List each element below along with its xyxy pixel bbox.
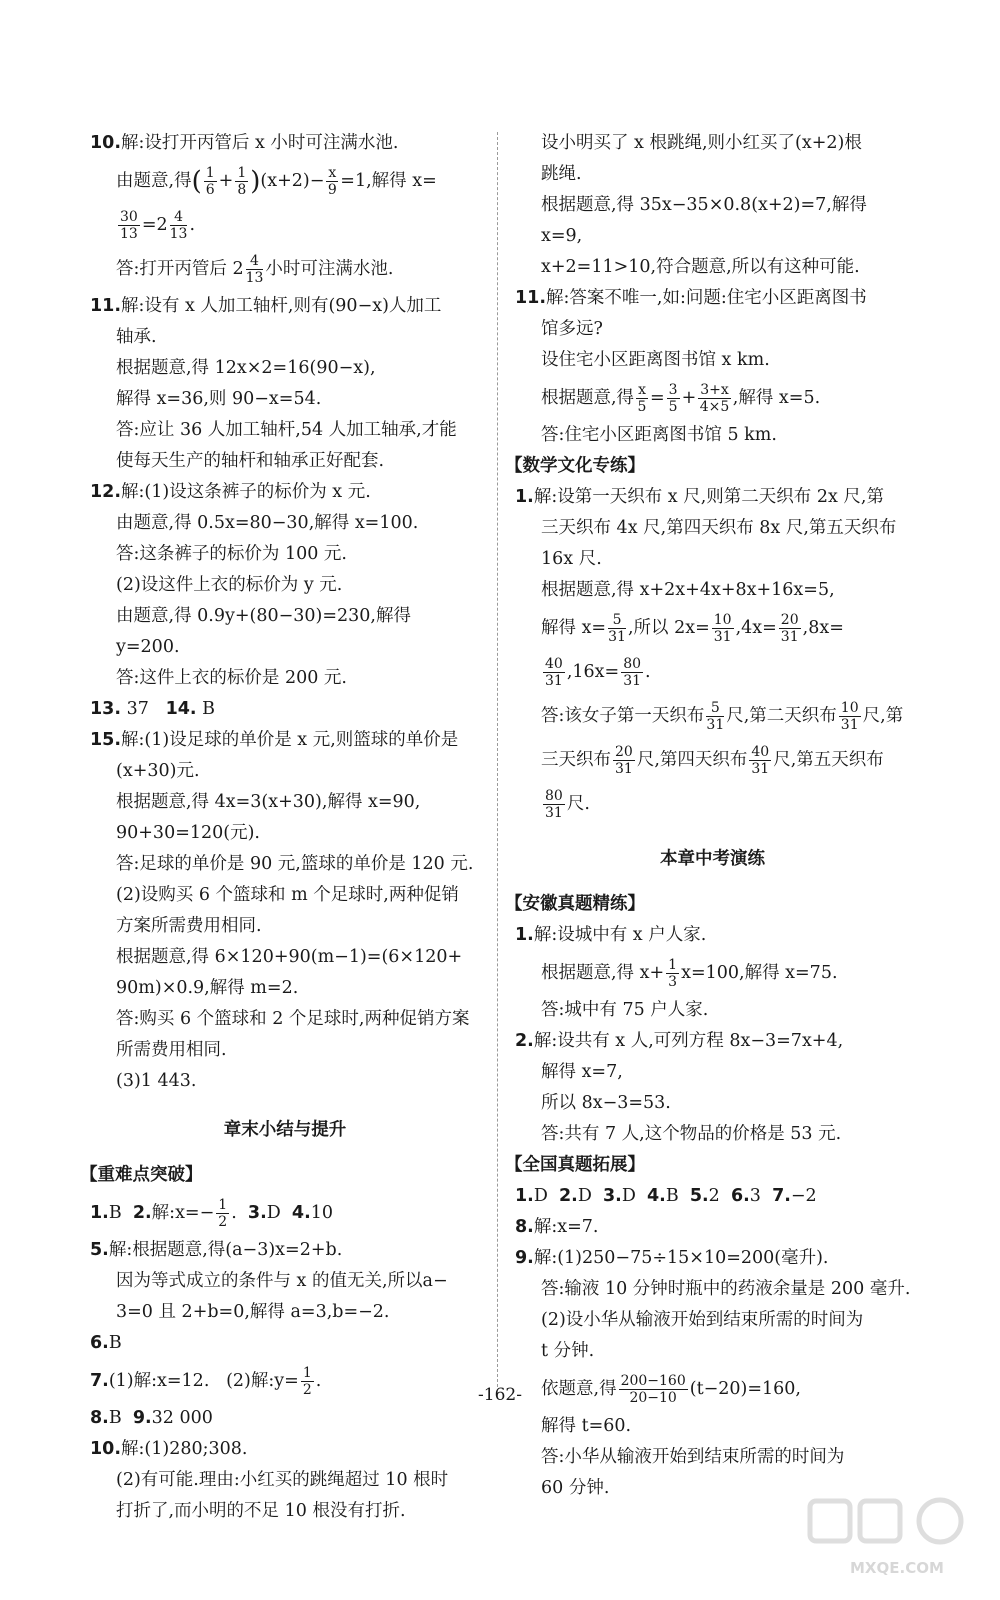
question-11: 11.解:设有 x 人加工轴杆,则有(90−x)人加工 轴承. 根据题意,得 12x×2=16(90−x), 解得 x=36,则 90−x=54. 答:应让 36 人加工轴杆,54 人加工轴承,才能 使每天生产的轴杆和轴承正好配套. (90, 296, 457, 471)
culture-question-1: 1.解:设第一天织布 x 尺,则第二天织布 2x 尺,第 三天织布 4x 尺,第四天织布 8x 尺,第五天织布 16x 尺. 根据题意,得 x+2x+4x+8x+16x=5, 解得 x= $\frac{5}{31}$ ,所以 2x= $\frac{10}{31}$ ,4x= $\frac{20}{31}$ ,8x= $\frac{40}{31}$ ,16x= $\frac{80}{31}$ . 答:该女子第一天织布 $\frac{5}{31}$ 尺,第二天织布 $\frac{10}{31}$ 尺,第 三天织布 $\frac{20}{31}$ 尺,第四天织布 $\frac{40}{31}$ 尺,第五天织布 $\frac{80}{31}$ 尺. (515, 487, 904, 821)
fraction: $\frac{80}{31}$ (545, 788, 563, 821)
fraction: $\frac{200-160}{20-10}$ (620, 1373, 686, 1406)
review-question-11: 11.解:答案不唯一,如:问题:住宅小区距离图书 馆多远? 设住宅小区距离图书馆 x km. 根据题意,得 $\frac{x}{5}$ = $\frac{3}{5}$ + $\frac{3+x}{4\times 5}$ ,解得 x=5. 答:住宅小区距离图书馆 5 km. (515, 288, 867, 445)
fraction: $\frac{1}{8}$ (237, 165, 247, 198)
left-column (80, 128, 480, 1527)
anhui-question-2: 2.解:设共有 x 人,可列方程 8x−3=7x+4, 解得 x=7, 所以 8x−3=53. 答:共有 7 人,这个物品的价格是 53 元. (515, 1031, 844, 1144)
fraction: $\frac{40}{31}$ (545, 656, 563, 689)
section-title-exam: 本章中考演练 (660, 849, 765, 869)
fraction: $\frac{1}{2}$ (218, 1197, 228, 1230)
section-header-difficulty: 【重难点突破】 (80, 1165, 203, 1185)
national-answers-1-7: 1.D 2.D 3.D 4.B 5.2 6.3 7.−2 (515, 1186, 817, 1206)
fraction: $\frac{4}{13}$ (245, 253, 264, 286)
question-10: 10.解:设打开丙管后 x 小时可注满水池. 由题意,得( $\frac{1}{6}$ + $\frac{1}{8}$ )(x+2)− $\frac{x}{9}$ =1,解得 x= $\frac{30}{13}$ =2 $\frac{4}{13}$ . 答:打开丙管后 2 $\frac{4}{13}$ 小时可注满水池. (90, 128, 480, 291)
fraction: $\frac{10}{31}$ (713, 612, 732, 645)
question-13-14: 13. 37 14. B (90, 699, 216, 719)
fraction: $\frac{3+x}{4\times 5}$ (699, 382, 730, 415)
fraction: $\frac{5}{31}$ (706, 700, 725, 733)
question-15: 15.解:(1)设足球的单价是 x 元,则篮球的单价是 (x+30)元. 根据题意,得 4x=3(x+30),解得 x=90, 90+30=120(元). 答:足球的单价是 90 元,篮球的单价是 120 元. (2)设购买 6 个篮球和 m 个足球时,两种促销 方案所需费用相同. 根据题意,得 6×120+90(m−1)=(6×120+ 90m)×0.9,解得 m=2. 答:购买 6 个篮球和 2 个足球时,两种促销方案 所需费用相同. (3)1 443. (90, 730, 474, 1091)
right-column (505, 128, 911, 1504)
review-question-8-9: 8.B 9.32 000 (90, 1408, 213, 1428)
fraction: $\frac{1}{6}$ (205, 165, 215, 198)
fraction: $\frac{40}{31}$ (751, 744, 770, 777)
section-header-anhui: 【安徽真题精练】 (505, 894, 645, 914)
national-question-8: 8.解:x=7. (515, 1217, 599, 1237)
svg-text:MXQE.COM: MXQE.COM (850, 1559, 944, 1577)
fraction: $\frac{1}{3}$ (668, 957, 678, 990)
fraction: $\frac{80}{31}$ (623, 656, 642, 689)
equation-line: 由题意,得( $\frac{1}{6}$ + $\frac{1}{8}$ )(x+2)− $\frac{x}{9}$ =1,解得 x= (116, 165, 437, 198)
fraction: $\frac{5}{31}$ (608, 612, 626, 645)
review-question-7: 7.(1)解:x=12. (2)解:y= $\frac{1}{2}$ . (90, 1365, 322, 1398)
question-12: 12.解:(1)设这条裤子的标价为 x 元. 由题意,得 0.5x=80−30,解得 x=100. 答:这条裤子的标价为 100 元. (2)设这件上衣的标价为 y 元. 由题意,得 0.9y+(80−30)=230,解得 y=200. 答:这件上衣的标价是 200 元. (90, 482, 419, 688)
anhui-question-1: 1.解:设城中有 x 户人家. 根据题意,得 x+ $\frac{1}{3}$ x=100,解得 x=75. 答:城中有 75 户人家. (515, 925, 838, 1020)
fraction: $\frac{4}{13}$ (169, 209, 188, 242)
fraction: $\frac{10}{31}$ (840, 700, 859, 733)
fraction: $\frac{20}{31}$ (780, 612, 799, 645)
section-header-national: 【全国真题拓展】 (505, 1155, 645, 1175)
review-question-6: 6.B (90, 1333, 122, 1353)
column-divider (497, 132, 498, 1387)
section-title-summary: 章末小结与提升 (223, 1120, 347, 1140)
section-header-culture: 【数学文化专练】 (505, 456, 645, 476)
review-question-10-continued: 设小明买了 x 根跳绳,则小红买了(x+2)根 跳绳. 根据题意,得 35x−35×0.8(x+2)=7,解得 x=9, x+2=11>10,符合题意,所以有这种可能. (541, 133, 867, 277)
fraction: $\frac{20}{31}$ (615, 744, 633, 777)
answers-1-4: 1.B 2.解:x=− $\frac{1}{2}$ . 3.D 4.10 (90, 1197, 334, 1230)
page-number: -162- (478, 1385, 522, 1405)
review-question-10: 10.解:(1)280;308. (2)有可能.理由:小红买的跳绳超过 10 根时 打折了,而小明的不足 10 根没有打折. (90, 1439, 449, 1521)
fraction: $\frac{1}{2}$ (302, 1365, 312, 1398)
review-question-5: 5.解:根据题意,得(a−3)x=2+b. 因为等式成立的条件与 x 的值无关,所以a− 3=0 且 2+b=0,解得 a=3,b=−2. (90, 1240, 448, 1322)
national-question-9: 9.解:(1)250−75÷15×10=200(毫升). 答:输液 10 分钟时瓶中的药液余量是 200 毫升. (2)设小华从输液开始到结束所需的时间为 t 分钟. 依题意,得 $\frac{200-160}{20-10}$ (t−20)=160, 解得 t=60. 答:小华从输液开始到结束所需的时间为 60 分钟. (515, 1248, 911, 1498)
fraction: $\frac{x}{5}$ (637, 382, 647, 415)
fraction: $\frac{30}{13}$ (120, 209, 138, 242)
watermark-logo (800, 1495, 990, 1585)
fraction: $\frac{x}{9}$ (327, 165, 337, 198)
fraction: $\frac{3}{5}$ (668, 382, 678, 415)
